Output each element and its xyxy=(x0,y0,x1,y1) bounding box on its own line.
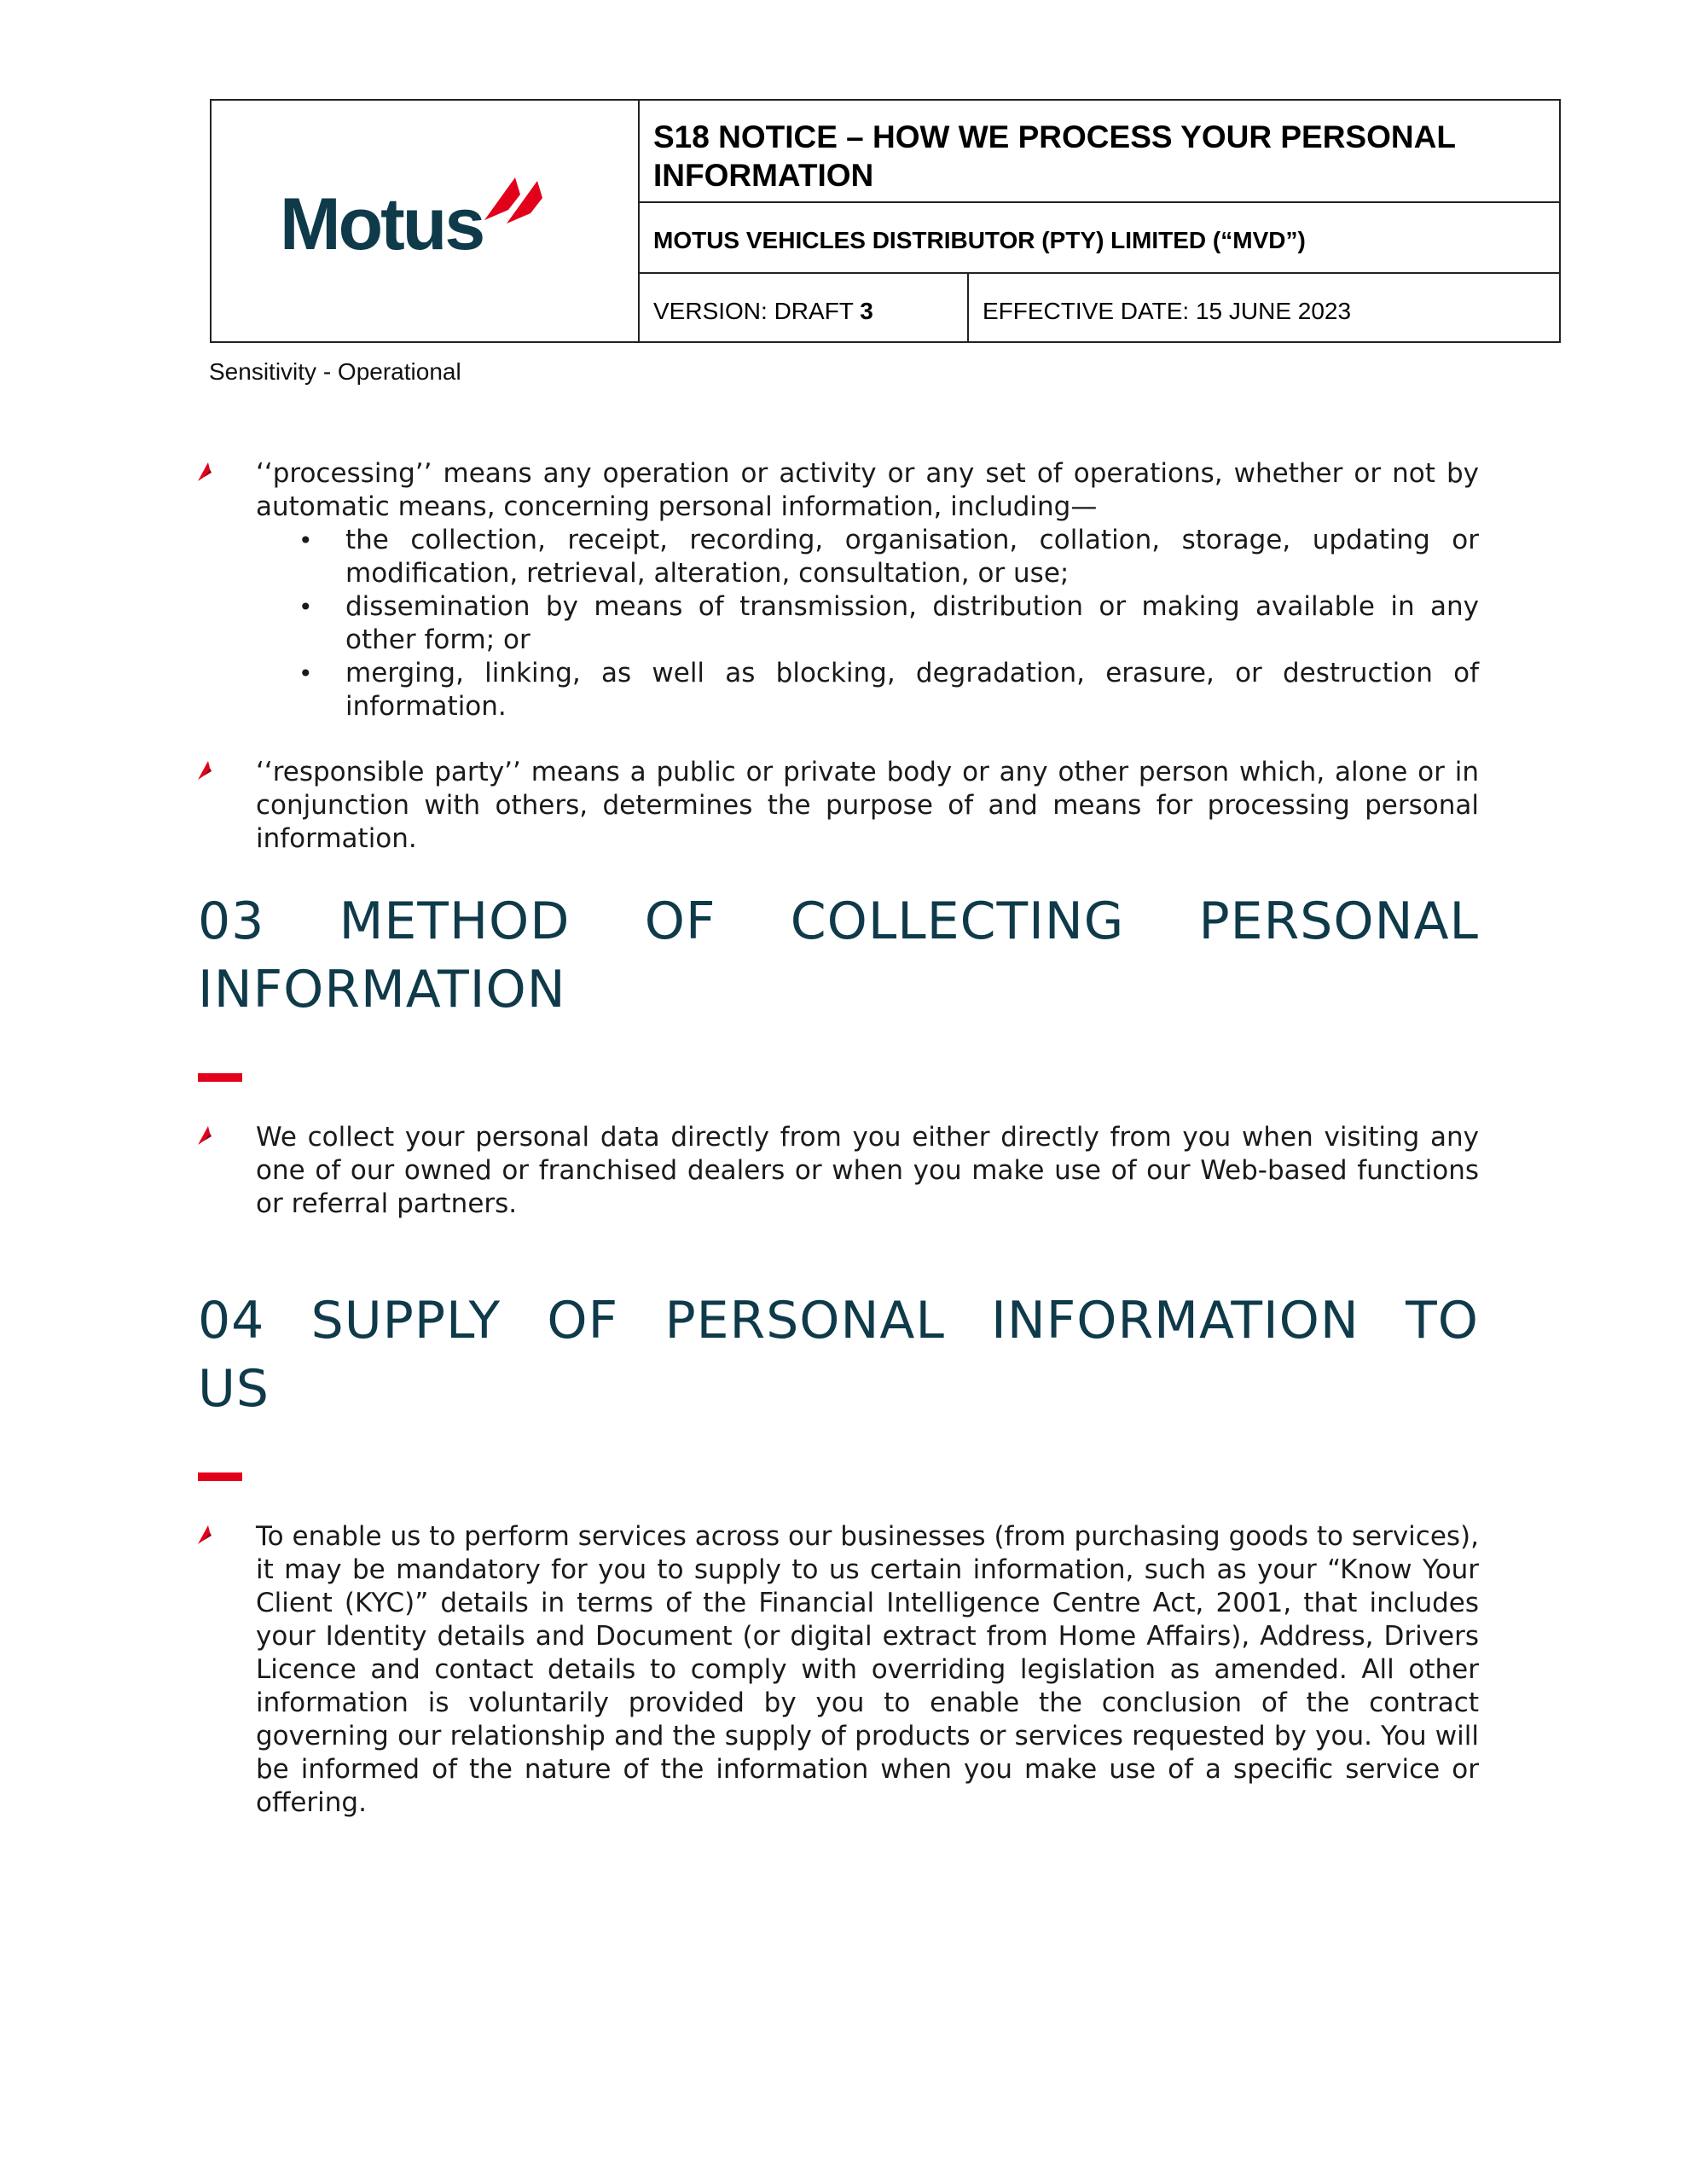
document-header-table xyxy=(210,99,1561,343)
version-number: 3 xyxy=(860,298,873,324)
heading-word: OF xyxy=(547,1291,619,1350)
heading-word: 04 xyxy=(198,1291,265,1350)
heading-word: INFORMATION xyxy=(991,1291,1359,1350)
heading-word: TO xyxy=(1406,1291,1479,1350)
heading-word: SUPPLY xyxy=(310,1291,501,1350)
heading-word: OF xyxy=(644,892,716,951)
round-bullet-icon: • xyxy=(299,593,313,621)
red-arrow-bullet-icon xyxy=(196,461,215,483)
version-cell xyxy=(640,274,969,341)
heading-word: COLLECTING xyxy=(790,892,1125,951)
responsible-party-definition: ‘‘responsible party’’ means a public or private body or any other person which, alone or in conjunction with others, determines the purpose of and means for processing personal information. xyxy=(256,757,1479,854)
motus-logo-text: Motus xyxy=(280,183,484,265)
section-03-heading xyxy=(198,887,1479,1024)
red-arrow-bullet-icon xyxy=(196,1124,215,1147)
list-item-text: merging, linking, as well as blocking, degradation, erasure, or destruction of information. xyxy=(345,658,1479,722)
heading-word: METHOD xyxy=(339,892,571,951)
section-03-heading-line1 xyxy=(198,887,1479,956)
effective-date: EFFECTIVE DATE: 15 JUNE 2023 xyxy=(983,298,1352,324)
list-item-text: dissemination by means of transmission, distribution or making available in any other form; or xyxy=(345,591,1479,655)
list-item xyxy=(299,657,1479,723)
motus-logo-chevron-icon xyxy=(476,167,544,235)
processing-definition: ‘‘processing’’ means any operation or activity or any set of operations, whether or not by automatic means, concerning personal information, including— xyxy=(256,458,1479,522)
processing-list xyxy=(299,524,1479,723)
section-03-body: We collect your personal data directly from you either directly from you when visiting any one of our owned or franchised dealers or when you make use of our Web-based functions or referral partners. xyxy=(256,1122,1479,1219)
logo-cell xyxy=(212,101,640,341)
section-03-accent-bar xyxy=(198,1073,242,1082)
list-item-text: the collection, receipt, recording, organisation, collation, storage, updating or modification, retrieval, alteration, consultation, or use; xyxy=(345,525,1479,589)
red-arrow-bullet-icon xyxy=(196,759,215,781)
heading-word: PERSONAL xyxy=(1198,892,1479,951)
section-04-heading-line2: US xyxy=(198,1359,270,1419)
section-04-accent-bar xyxy=(198,1472,242,1481)
list-item xyxy=(299,590,1479,657)
company-name: MOTUS VEHICLES DISTRIBUTOR (PTY) LIMITED (“MVD”) xyxy=(640,203,1559,274)
round-bullet-icon: • xyxy=(299,526,313,555)
section-04-body: To enable us to perform services across our businesses (from purchasing goods to services), it may be mandatory for you to supply to us certain information, such as your “Know Your Client (KYC)” details in terms of the Financial Intelligence Centre Act, 2001, that includes your Identity details and Document (or digital extract from Home Affairs), Address, Drivers Licence and contact details to comply with overriding legislation as amended. All other information is voluntarily provided by you to enable the conclusion of the contract governing our relationship and the supply of products or services requested by you. You will be informed of the nature of the information when you make use of a specific service or offering. xyxy=(256,1521,1479,1818)
section-04-heading-line1 xyxy=(198,1287,1479,1355)
version-label: VERSION: DRAFT xyxy=(653,298,861,324)
heading-word: 03 xyxy=(198,892,265,951)
heading-word: PERSONAL xyxy=(664,1291,945,1350)
section-03-heading-line2: INFORMATION xyxy=(198,960,566,1019)
section-04-heading xyxy=(198,1287,1479,1423)
document-title: S18 NOTICE – HOW WE PROCESS YOUR PERSONAL INFORMATION xyxy=(640,101,1559,203)
red-arrow-bullet-icon xyxy=(196,1524,215,1546)
list-item xyxy=(299,524,1479,590)
round-bullet-icon: • xyxy=(299,659,313,688)
sensitivity-label: Sensitivity - Operational xyxy=(209,358,461,385)
